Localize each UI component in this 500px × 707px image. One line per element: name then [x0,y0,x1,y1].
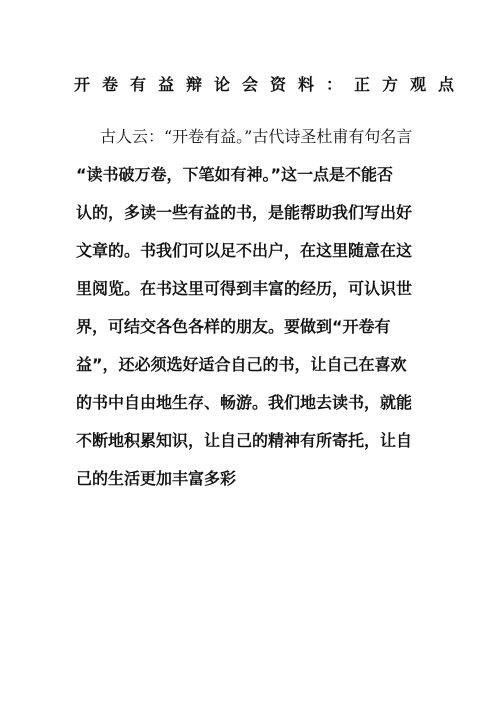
paragraph-line: 认的，多读一些有益的书，是能帮助我们写出好 [76,203,413,222]
document-body [76,118,430,498]
paragraph-line: 文章的。书我们可以足不出户，在这里随意在这 [76,241,413,260]
paragraph-line: 里阅览。在书这里可得到丰富的经历，可认识世 [76,279,413,298]
paragraph-line: 界，可结交各色各样的朋友。要做到“开卷有 [76,317,391,336]
paragraph-line: 益”，还必须选好适合自己的书，让自己在喜欢 [76,355,407,374]
paragraph-line: 不断地积累知识，让自己的精神有所寄托，让自 [76,431,413,450]
paragraph-line: “读书破万卷，下笔如有神。”这一点是不能否 [76,165,394,184]
document-title: 开卷有益辩论会资料：正方观点 [74,75,467,94]
paragraph-line: 己的生活更加丰富多彩 [76,469,237,488]
paragraph-line: 古人云：“开卷有益。”古代诗圣杜甫有句名言 [100,127,413,146]
paragraph-line: 的书中自由地生存、畅游。我们地去读书，就能 [76,393,413,412]
